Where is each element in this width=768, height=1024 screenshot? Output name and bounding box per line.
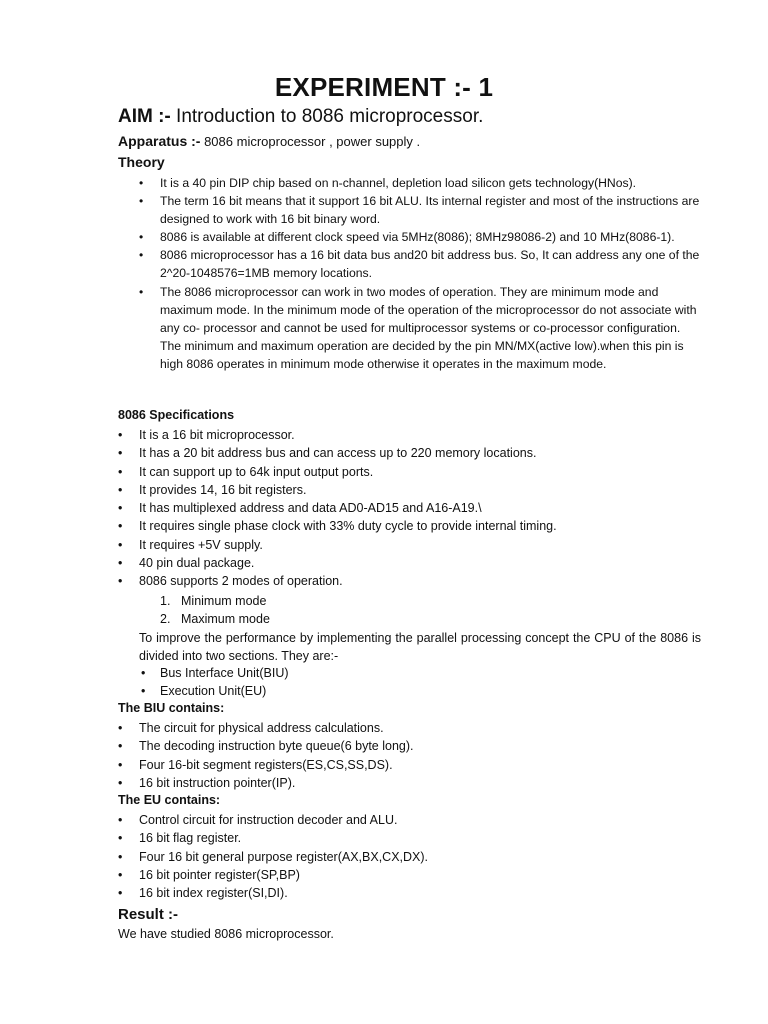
mode-text: Maximum mode — [181, 612, 270, 627]
list-item: • Execution Unit(EU) — [160, 682, 289, 700]
theory-item: • The 8086 microprocessor can work in two modes of operation. They are minimum mode and maximum mode. In the minimum mode of the operation of the microprocessor do not associate with any co- processor and cannot be used for multiprocessor systems or co-processor configuration. The minimum and maximum operation are decided by the pin MN/MX(active low).when this pin is high 8086 operates in minimum mode otherwise it operates in the maximum mode. — [160, 283, 700, 373]
list-item: • It is a 16 bit microprocessor. — [139, 426, 557, 444]
list-item: • Four 16 bit general purpose register(AX,BX,CX,DX). — [139, 848, 428, 866]
list-item: • The decoding instruction byte queue(6 byte long). — [139, 737, 413, 755]
specs-list — [139, 426, 557, 591]
list-item: • It requires +5V supply. — [139, 536, 557, 554]
list-item: • It requires single phase clock with 33% duty cycle to provide internal timing. — [139, 517, 557, 535]
list-item: • 16 bit pointer register(SP,BP) — [139, 866, 428, 884]
eu-heading: The EU contains: — [118, 793, 221, 807]
theory-item: • 8086 microprocessor has a 16 bit data bus and20 bit address bus. So, It can address any one of the 2^20-1048576=1MB memory locations. — [160, 246, 700, 282]
theory-item: • 8086 is available at different clock speed via 5MHz(8086); 8MHz98086-2) and 10 MHz(8086-1). — [160, 228, 700, 246]
theory-item: • The term 16 bit means that it support 16 bit ALU. Its internal register and most of the instructions are designed to work with 16 bit binary word. — [160, 192, 700, 228]
list-item: • It provides 14, 16 bit registers. — [139, 481, 557, 499]
theory-heading: Theory — [118, 154, 165, 170]
modes-list — [160, 592, 270, 629]
biu-heading: The BIU contains: — [118, 701, 225, 715]
aim-label: AIM :- — [118, 106, 171, 127]
mode-item — [160, 592, 270, 610]
result-heading: Result :- — [118, 906, 178, 923]
biu-list — [139, 719, 413, 792]
eu-list — [139, 811, 428, 902]
mode-item — [160, 610, 270, 628]
list-item: • The circuit for physical address calculations. — [139, 719, 413, 737]
list-item: • Control circuit for instruction decoder and ALU. — [139, 811, 428, 829]
parallel-processing-paragraph: To improve the performance by implementing the parallel processing concept the CPU of the 8086 is divided into two sections. They are:- — [139, 631, 701, 664]
aim-text: Introduction to 8086 microprocessor. — [176, 106, 484, 127]
list-item: • 8086 supports 2 modes of operation. — [139, 572, 557, 590]
apparatus-line — [118, 133, 420, 149]
apparatus-label: Apparatus :- — [118, 133, 201, 149]
page-title: EXPERIMENT :- 1 — [274, 72, 494, 102]
list-item: • Four 16-bit segment registers(ES,CS,SS,DS). — [139, 756, 413, 774]
list-item: • It has multiplexed address and data AD0-AD15 and A16-A19.\ — [139, 499, 557, 517]
mode-text: Minimum mode — [181, 594, 267, 608]
mode-number: 2. — [160, 612, 171, 627]
list-item: • 16 bit flag register. — [139, 829, 428, 847]
aim-line — [118, 106, 483, 128]
specs-heading: 8086 Specifications — [118, 408, 235, 422]
list-item: • 16 bit instruction pointer(IP). — [139, 774, 413, 792]
result-text: We have studied 8086 microprocessor. — [118, 927, 334, 941]
list-item: • It can support up to 64k input output ports. — [139, 463, 557, 481]
theory-item: • It is a 40 pin DIP chip based on n-channel, depletion load silicon gets technology(HNos). — [160, 174, 700, 192]
apparatus-text: 8086 microprocessor , power supply . — [204, 134, 421, 149]
list-item: • 16 bit index register(SI,DI). — [139, 884, 428, 902]
list-item: • It has a 20 bit address bus and can access up to 220 memory locations. — [139, 444, 557, 462]
list-item: • Bus Interface Unit(BIU) — [160, 664, 289, 682]
list-item: • 40 pin dual package. — [139, 554, 557, 572]
sections-list — [160, 664, 289, 701]
mode-number: 1. — [160, 594, 171, 608]
theory-list — [160, 174, 700, 373]
